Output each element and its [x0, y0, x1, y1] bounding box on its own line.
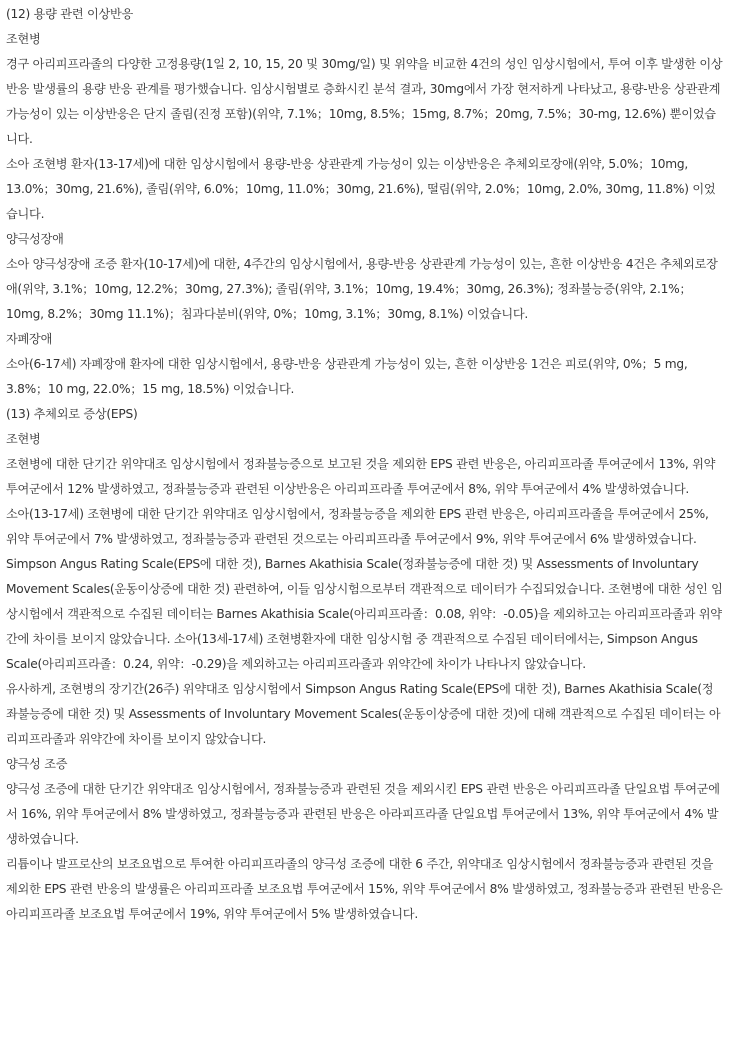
paragraph-pediatric-dose-response: 소아 조현병 환자(13-17세)에 대한 임상시험에서 용량-반응 상관관계 가능성이 있는 이상반응은 추체외로장애(위약, 5.0%；10mg, 13.0%；30mg, 21.6%), 졸림(위약, 6.0%；10mg, 11.0%；30mg, 21.6%), 떨림(위약, 2.0%；10mg, 2.0%, 30mg, 11.8%) 이었습니다. [6, 157, 716, 221]
paragraph-mania-adjunct-eps: 리튬이나 발프로산의 보조요법으로 투여한 아리피프라졸의 양극성 조증에 대한 6 주간, 위약대조 임상시험에서 정좌불능증과 관련된 것을 제외한 EPS 관련 반응의 발생률은 아리피프라졸 보조요법 투여군에서 15%, 위약 투여군에서 8% 발생하였고, 정좌불능증과 관련된 반응은 아리피프라졸 보조요법 투여군에서 19%, 위약 투여군에서 5% 발생하였습니다. [6, 857, 723, 921]
paragraph-bipolar-dose-response: 소아 양극성장애 조증 환자(10-17세)에 대한, 4주간의 임상시험에서, 용량-반응 상관관계 가능성이 있는, 흔한 이상반응 4건은 추체외로장애(위약, 3.1%；10mg, 12.2%；30mg, 27.3%); 졸림(위약, 3.1%；10mg, 19.4%；30mg, 26.3%); 정좌불능증(위약, 2.1%；10mg, 8.2%；30mg 11.1%)；침과다분비(위약, 0%；10mg, 3.1%；30mg, 8.1%) 이었습니다. [6, 257, 718, 321]
paragraph-adult-dose-response: 경구 아리피프라졸의 다양한 고정용량(1일 2, 10, 15, 20 및 30mg/일) 및 위약을 비교한 4건의 성인 임상시험에서, 투여 이후 발생한 이상반응 발생률의 용량 반응 관계를 평가했습니다. 임상시험별로 층화시킨 분석 결과, 30mg에서 가장 현저하게 나타났고, 용량-반응 상관관계 가능성이 있는 이상반응은 단지 졸림(진정 포함)(위약, 7.1%；10mg, 8.5%；15mg, 8.7%；20mg, 7.5%；30-mg, 12.6%) 뿐이었습니다. [6, 57, 723, 146]
paragraph-long-term-scales: 유사하게, 조현병의 장기간(26주) 위약대조 임상시험에서 Simpson Angus Rating Scale(EPS에 대한 것), Barnes Akathisia Scale(정좌불능증에 대한 것) 및 Assessments of Involuntary Movement Scales(운동이상증에 대한 것)에 대해 객관적으로 수집된 데이터는 아리피프라졸과 위약간에 차이를 보이지 않았습니다. [6, 682, 721, 746]
subheading-schizophrenia: 조현병 [6, 32, 41, 46]
section-heading-eps: (13) 추체외로 증상(EPS) [6, 407, 138, 421]
subheading-autism: 자폐장애 [6, 332, 53, 346]
paragraph-pediatric-eps: 소아(13-17세) 조현병에 대한 단기간 위약대조 임상시험에서, 정좌불능증을 제외한 EPS 관련 반응은, 아리피프라졸을 투여군에서 25%, 위약 투여군에서 7% 발생하였고, 정좌불능증과 관련된 것으로는 아리피프라졸 투여군에서 9%, 위약 투여군에서 6% 발생하였습니다. [6, 507, 709, 546]
paragraph-adult-eps: 조현병에 대한 단기간 위약대조 임상시험에서 정좌불능증으로 보고된 것을 제외한 EPS 관련 반응은, 아리피프라졸 투여군에서 13%, 위약 투여군에서 12% 발생하였고, 정좌불능증과 관련된 이상반응은 아리피프라졸 투여군에서 8%, 위약 투여군에서 4% 발생하였습니다. [6, 457, 716, 496]
subheading-schizophrenia-eps: 조현병 [6, 432, 41, 446]
subheading-bipolar-mania: 양극성 조증 [6, 757, 68, 771]
subheading-bipolar: 양극성장애 [6, 232, 64, 246]
paragraph-mania-monotherapy-eps: 양극성 조증에 대한 단기간 위약대조 임상시험에서, 정좌불능증과 관련된 것을 제외시킨 EPS 관련 반응은 아리피프라졸 단일요법 투여군에서 16%, 위약 투여군에서 8% 발생하였고, 정좌불능증과 관련된 반응은 아라피프라졸 단일요법 투여군에서 13%, 위약 투여군에서 4% 발생하였습니다. [6, 782, 720, 846]
paragraph-autism-dose-response: 소아(6-17세) 자폐장애 환자에 대한 임상시험에서, 용량-반응 상관관계 가능성이 있는, 흔한 이상반응 1건은 피로(위약, 0%；5 mg, 3.8%；10 mg, 22.0%；15 mg, 18.5%) 이었습니다. [6, 357, 688, 396]
section-heading-dose-related: (12) 용량 관련 이상반응 [6, 7, 134, 21]
paragraph-rating-scales: Simpson Angus Rating Scale(EPS에 대한 것), Barnes Akathisia Scale(정좌불능증에 대한 것) 및 Assessments of Involuntary Movement Scales(운동이상증에 대한 것) 관련하여, 이들 임상시험으로부터 객관적으로 데이터가 수집되었습니다. 조현병에 대한 성인 임상시험에서 객관적으로 수집된 데이터는 Barnes Akathisia Scale(아리피프라졸：0.08, 위약：-0.05)을 제외하고는 아리피프라졸과 위약간에 차이를 보이지 않았습니다. 소아(13세-17세) 조현병환자에 대한 임상시험 중 객관적으로 수집된 데이터에서는, Simpson Angus Scale(아리피프라졸：0.24, 위약：-0.29)을 제외하고는 아리피프라졸과 위약간에 차이가 나타나지 않았습니다. [6, 557, 723, 671]
